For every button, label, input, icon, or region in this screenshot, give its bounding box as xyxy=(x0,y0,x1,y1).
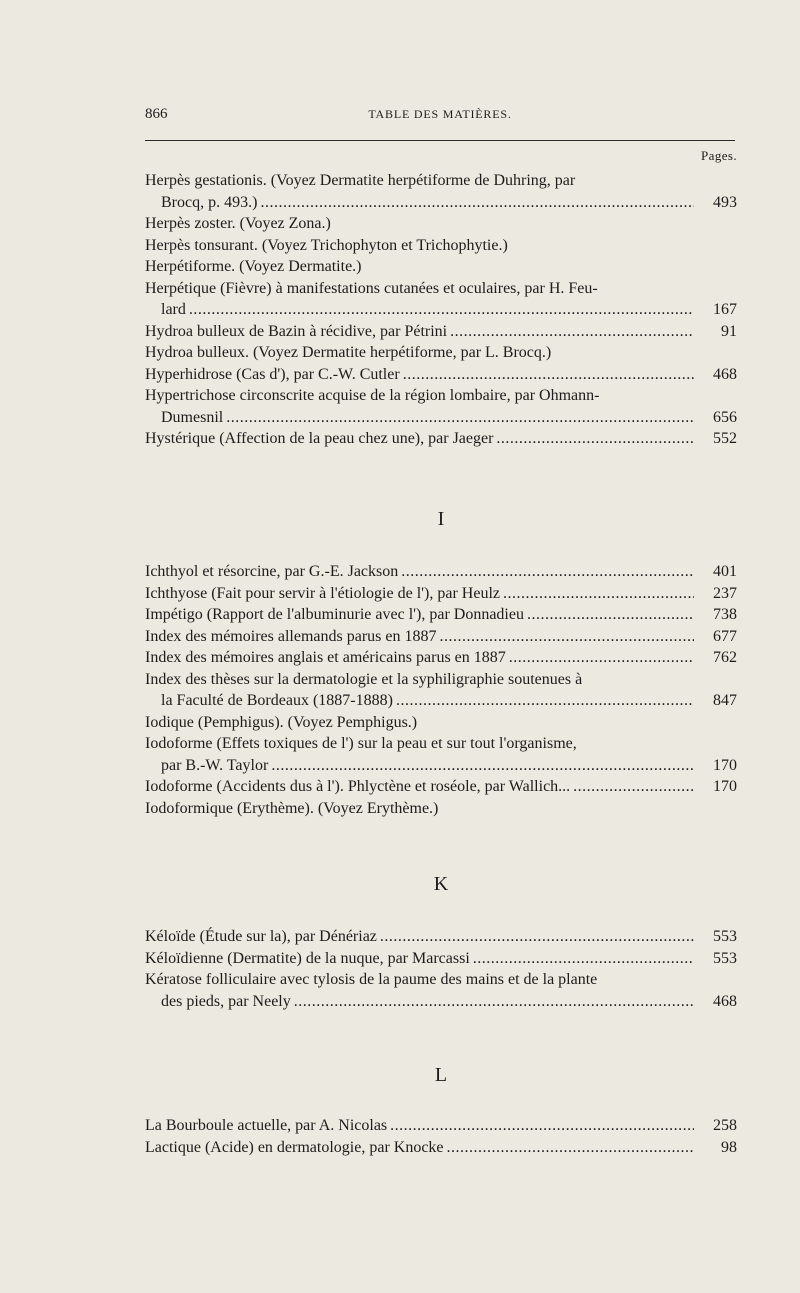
page-ref: 401 xyxy=(713,563,737,580)
section-letter-i-wrap xyxy=(145,508,737,531)
index-entry xyxy=(145,235,737,257)
page-ref: 677 xyxy=(713,627,737,645)
index-entry xyxy=(145,948,737,970)
index-entry-text: Hydroa bulleux de Bazin à récidive, par Pétrini xyxy=(145,322,448,340)
index-entry xyxy=(145,583,737,605)
index-entry-line xyxy=(145,407,737,429)
leader-dots xyxy=(573,776,694,798)
index-entry-line xyxy=(145,170,737,192)
index-entry-text: par B.-W. Taylor xyxy=(161,756,269,774)
index-entry xyxy=(145,385,737,428)
index-entry-line xyxy=(145,278,737,300)
leader-dots xyxy=(450,321,694,343)
index-entry-text: Hystérique (Affection de la peau chez une), par Jaeger xyxy=(145,430,494,447)
index-entry-line xyxy=(145,669,737,691)
section-letter-l-wrap xyxy=(145,1064,737,1087)
page-ref: 170 xyxy=(713,778,737,795)
index-entry-line xyxy=(145,798,737,820)
index-entry xyxy=(145,669,737,712)
index-entry-line xyxy=(145,561,737,583)
index-entry-text: Kéloïdienne (Dermatite) de la nuque, par Marcassi xyxy=(145,949,470,967)
index-entry-line xyxy=(145,991,737,1013)
index-entry-text: Iodoforme (Effets toxiques de l') sur la peau et sur tout l'organisme, xyxy=(145,735,577,752)
index-entry-text: Hyperhidrose (Cas d'), par C.-W. Cutler xyxy=(145,365,400,383)
leader-dots xyxy=(447,1137,694,1159)
page-ref: 167 xyxy=(713,301,737,318)
leader-dots xyxy=(260,192,694,214)
page-ref: 258 xyxy=(713,1117,737,1134)
index-entry xyxy=(145,561,737,583)
leader-dots xyxy=(226,407,694,429)
index-entry xyxy=(145,969,737,1012)
page-ref: 468 xyxy=(713,992,737,1010)
index-entry-text: Herpétique (Fièvre) à manifestations cutanées et oculaires, par H. Feu- xyxy=(145,279,598,297)
index-entry-text: Iodoformique (Erythème). (Voyez Erythème.) xyxy=(145,799,439,817)
index-entry-line xyxy=(145,647,737,669)
section-letter-k-wrap xyxy=(145,873,737,896)
index-entry-line xyxy=(145,712,737,734)
index-entry-text: Lactique (Acide) en dermatologie, par Knocke xyxy=(145,1138,444,1156)
leader-dots xyxy=(527,604,694,626)
index-entry-text: Index des mémoires allemands parus en 1887 xyxy=(145,627,437,645)
index-entry-line xyxy=(145,755,737,777)
page-ref: 656 xyxy=(713,408,737,426)
page-ref: 847 xyxy=(713,692,737,709)
leader-dots xyxy=(396,690,694,712)
index-entry xyxy=(145,321,737,343)
index-entry-text: Iodoforme (Accidents dus à l'). Phlyctène et roséole, par Wallich... xyxy=(145,778,571,795)
leader-dots xyxy=(294,991,694,1013)
page-ref: 91 xyxy=(721,322,737,340)
index-entry-line xyxy=(145,342,737,364)
index-entry-line xyxy=(145,256,737,278)
page-ref: 553 xyxy=(713,949,737,967)
index-entry-text: Ichthyol et résorcine, par G.-E. Jackson xyxy=(145,563,399,580)
index-entry xyxy=(145,428,737,450)
leader-dots xyxy=(496,428,694,450)
section-letter-k: K xyxy=(433,873,449,895)
index-section-k xyxy=(145,926,737,1012)
index-entry xyxy=(145,604,737,626)
index-entry-text: Herpès tonsurant. (Voyez Trichophyton et Trichophytie.) xyxy=(145,236,508,254)
index-entry-text: des pieds, par Neely xyxy=(161,992,291,1010)
page-header xyxy=(145,106,735,126)
index-section-h xyxy=(145,170,737,450)
index-entry xyxy=(145,278,737,321)
index-entry-line xyxy=(145,1115,737,1137)
leader-dots xyxy=(401,561,694,583)
index-entry xyxy=(145,776,737,798)
leader-dots xyxy=(503,583,694,605)
index-entry-line xyxy=(145,299,737,321)
index-entry xyxy=(145,364,737,386)
index-entry-line xyxy=(145,192,737,214)
leader-dots xyxy=(189,299,694,321)
index-entry xyxy=(145,256,737,278)
index-entry-text: Index des thèses sur la dermatologie et la syphiligraphie soutenues à xyxy=(145,670,583,688)
index-entry xyxy=(145,926,737,948)
index-entry-line xyxy=(145,604,737,626)
index-entry xyxy=(145,342,737,364)
page-ref: 553 xyxy=(713,928,737,945)
index-entry-line xyxy=(145,690,737,712)
page-ref: 762 xyxy=(713,649,737,666)
index-entry-text: Index des mémoires anglais et américains parus en 1887 xyxy=(145,649,506,666)
index-entry-text: lard xyxy=(161,301,186,318)
index-section-l xyxy=(145,1115,737,1158)
index-entry-line xyxy=(145,213,737,235)
index-entry-text: La Bourboule actuelle, par A. Nicolas xyxy=(145,1117,388,1134)
page-ref: 552 xyxy=(713,430,737,447)
index-entry xyxy=(145,213,737,235)
index-entry-text: Hydroa bulleux. (Voyez Dermatite herpétiforme, par L. Brocq.) xyxy=(145,344,552,361)
index-entry-line xyxy=(145,583,737,605)
index-entry xyxy=(145,1115,737,1137)
index-entry-line xyxy=(145,948,737,970)
index-entry-line xyxy=(145,926,737,948)
page-ref: 170 xyxy=(713,756,737,774)
index-entry-text: Kéloïde (Étude sur la), par Dénériaz xyxy=(145,928,377,945)
leader-dots xyxy=(380,926,694,948)
leader-dots xyxy=(473,948,694,970)
index-entry-text: Brocq, p. 493.) xyxy=(161,193,258,211)
index-entry-line xyxy=(145,235,737,257)
leader-dots xyxy=(509,647,694,669)
index-entry-line xyxy=(145,321,737,343)
index-entry-text: Impétigo (Rapport de l'albuminurie avec l'), par Donnadieu xyxy=(145,606,524,623)
page-number: 866 xyxy=(145,106,168,122)
index-entry-line xyxy=(145,626,737,648)
page-ref: 738 xyxy=(713,606,737,623)
index-entry xyxy=(145,733,737,776)
index-entry-text: Ichthyose (Fait pour servir à l'étiologie de l'), par Heulz xyxy=(145,584,500,602)
leader-dots xyxy=(439,626,694,648)
index-entry-line xyxy=(145,428,737,450)
index-entry xyxy=(145,1137,737,1159)
index-entry-line xyxy=(145,776,737,798)
index-entry xyxy=(145,712,737,734)
index-entry-text: Kératose folliculaire avec tylosis de la paume des mains et de la plante xyxy=(145,971,598,988)
leader-dots xyxy=(390,1115,694,1137)
index-section-i xyxy=(145,561,737,819)
index-entry-line xyxy=(145,1137,737,1159)
index-entry-line xyxy=(145,385,737,407)
index-entry-text: Hypertrichose circonscrite acquise de la région lombaire, par Ohmann- xyxy=(145,387,600,404)
page-ref: 493 xyxy=(713,193,737,211)
index-entry-text: Dumesnil xyxy=(161,408,224,426)
running-title: TABLE DES MATIÈRES. xyxy=(368,107,512,121)
index-entry-text: Herpétiforme. (Voyez Dermatite.) xyxy=(145,258,362,275)
index-entry-text: Herpès gestationis. (Voyez Dermatite herpétiforme de Duhring, par xyxy=(145,172,576,189)
page-ref: 237 xyxy=(713,584,737,602)
section-letter-l: L xyxy=(434,1064,448,1086)
index-entry-text: Herpès zoster. (Voyez Zona.) xyxy=(145,215,331,232)
section-letter-i: I xyxy=(437,508,445,530)
index-entry-line xyxy=(145,969,737,991)
index-entry xyxy=(145,626,737,648)
page-ref: 468 xyxy=(713,365,737,383)
index-entry-line xyxy=(145,733,737,755)
page-ref: 98 xyxy=(721,1138,737,1156)
index-entry xyxy=(145,647,737,669)
index-entry xyxy=(145,798,737,820)
header-rule xyxy=(145,140,735,141)
leader-dots xyxy=(403,364,694,386)
pages-column-label: Pages. xyxy=(701,148,737,163)
index-entry-line xyxy=(145,364,737,386)
index-entry-text: la Faculté de Bordeaux (1887-1888) xyxy=(161,692,393,709)
index-entry xyxy=(145,170,737,213)
leader-dots xyxy=(271,755,694,777)
index-entry-text: Iodique (Pemphigus). (Voyez Pemphigus.) xyxy=(145,713,418,731)
